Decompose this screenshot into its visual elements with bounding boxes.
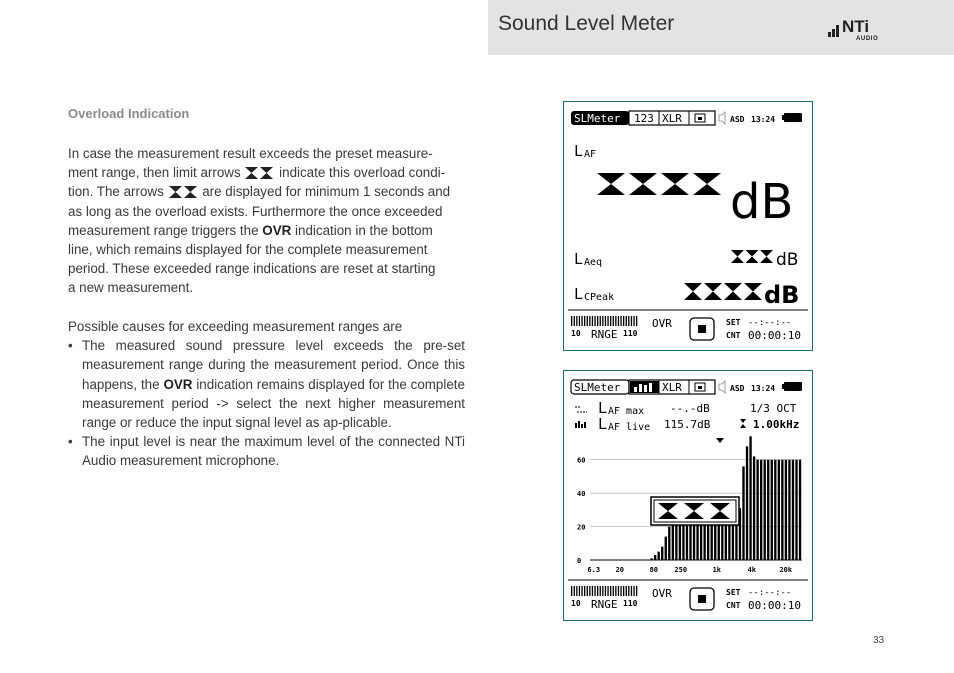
lafmax-value: --.-dB <box>670 402 710 415</box>
lcpeak-label: CPeak <box>584 292 615 303</box>
svg-text:ASD: ASD <box>730 384 745 393</box>
page-number: 33 <box>873 635 885 646</box>
cnt-time: 00:00:10 <box>748 329 801 342</box>
laflive-label: AF live <box>608 422 651 433</box>
svg-text:60: 60 <box>577 456 586 465</box>
laf-unit: dB <box>730 174 794 230</box>
laeq-unit: dB <box>776 250 799 270</box>
svg-text:6.3: 6.3 <box>587 566 601 574</box>
svg-text:SET: SET <box>726 318 741 327</box>
page-title: Sound Level Meter <box>498 12 675 35</box>
svg-text:L: L <box>598 399 608 417</box>
tab-123: 123 <box>634 112 654 125</box>
svg-text:40: 40 <box>577 490 586 499</box>
overload-box <box>651 497 739 525</box>
range-bar <box>571 586 637 596</box>
max-marker-icon <box>575 407 587 412</box>
asd-label: ASD <box>730 115 745 124</box>
svg-text:10: 10 <box>571 599 581 608</box>
svg-text:CNT: CNT <box>726 331 741 340</box>
lafmax-label: AF max <box>608 406 645 417</box>
tab-slmeter: SLMeter <box>574 381 621 394</box>
section-title: Overload Indication <box>68 106 190 121</box>
cursor-freq: 1.00kHz <box>753 418 800 431</box>
svg-text:10: 10 <box>571 329 581 338</box>
overload-arrows-icon <box>731 250 773 263</box>
paragraph-overload: In case the measurement result exceeds the preset measure- ment range, then limit arrows indicate this overload condi- tion. The arrows are displayed for minimum 1 seconds and as long as the overload exists. Furthermore the once exceeded measurement range triggers the OVR indication in the bottom line, which remains displayed for the complete measurement period. These exceeded range indications are reset at starting a new measurement. <box>68 146 451 296</box>
limit-arrows-icon <box>245 167 274 179</box>
svg-text:L: L <box>574 285 584 303</box>
svg-text:250: 250 <box>674 566 688 574</box>
svg-text:20k: 20k <box>779 566 793 574</box>
octave-mode: 1/3 OCT <box>750 402 797 415</box>
svg-text:20: 20 <box>577 523 586 532</box>
clock: 13:24 <box>751 384 776 393</box>
tab-xlr: XLR <box>662 381 682 394</box>
svg-text:4k: 4k <box>747 566 757 574</box>
causes-list <box>68 336 465 470</box>
range-label: RNGE <box>591 328 618 341</box>
lcpeak-unit: dB <box>764 281 800 309</box>
speaker-icon <box>719 112 725 124</box>
laflive-value: 115.7dB <box>664 418 711 431</box>
battery-icon <box>784 382 802 391</box>
cnt-time: 00:00:10 <box>748 599 801 612</box>
set-time: --:--:-- <box>748 318 792 328</box>
logo-text: NTi <box>842 17 870 36</box>
slmeter-screen-1 <box>563 101 813 351</box>
svg-text:L: L <box>598 415 608 433</box>
svg-text:CNT: CNT <box>726 601 741 610</box>
page-header <box>488 0 954 55</box>
svg-text:80: 80 <box>649 566 659 574</box>
paragraph-causes: Possible causes for exceeding measurement ranges are • The measured sound pressure level exceeds the pre-set measurement range during the measurement period. Once this happens, the OVR indication remains displayed for the complete measurement period -> select the next higher measurement range or reduce the input signal level as ap-plicable. • The input level is near the maximum level of the connected NTi Audio measurement microphone. <box>68 317 465 471</box>
laeq-label: Aeq <box>584 257 603 268</box>
limit-arrows-icon <box>169 186 198 198</box>
laf-label: AF <box>584 149 597 160</box>
memory-icon <box>695 383 705 391</box>
range-label: RNGE <box>591 598 618 611</box>
svg-text:110: 110 <box>623 599 638 608</box>
range-bar <box>571 316 637 326</box>
overload-arrows-icon <box>684 283 762 300</box>
stop-icon <box>698 325 706 333</box>
stop-icon <box>698 595 706 603</box>
memory-icon <box>695 114 705 122</box>
logo-subtext: AUDIO <box>856 36 879 42</box>
battery-icon <box>784 113 802 122</box>
ovr-indicator: OVR <box>652 587 672 600</box>
list-item: • The input level is near the maximum level of the connected NTi Audio measurement microphone. <box>68 432 465 470</box>
svg-text:L: L <box>574 142 584 160</box>
slmeter-screen-2 <box>563 370 813 621</box>
nti-audio-logo <box>828 18 892 44</box>
clock: 13:24 <box>751 115 776 124</box>
tab-xlr: XLR <box>662 112 682 125</box>
ovr-indicator: OVR <box>652 317 672 330</box>
svg-text:110: 110 <box>623 329 638 338</box>
tab-slmeter: SLMeter <box>574 112 621 125</box>
svg-text:20: 20 <box>615 566 625 574</box>
set-time: --:--:-- <box>748 588 792 598</box>
overload-arrows-icon <box>597 173 721 195</box>
cursor-updown-icon <box>740 419 746 428</box>
svg-text:SET: SET <box>726 588 741 597</box>
speaker-icon <box>719 381 725 393</box>
svg-text:1k: 1k <box>712 566 722 574</box>
cursor-marker-icon <box>716 438 724 443</box>
svg-text:L: L <box>574 250 584 268</box>
bars-small-icon <box>575 421 586 428</box>
list-item: • The measured sound pressure level exceeds the pre-set measurement range during the measurement period. Once this happens, the OVR indication remains displayed for the complete measurement period -> select the next higher measurement range or reduce the input signal level as ap-plicable. <box>68 336 465 432</box>
svg-text:0: 0 <box>577 557 582 565</box>
